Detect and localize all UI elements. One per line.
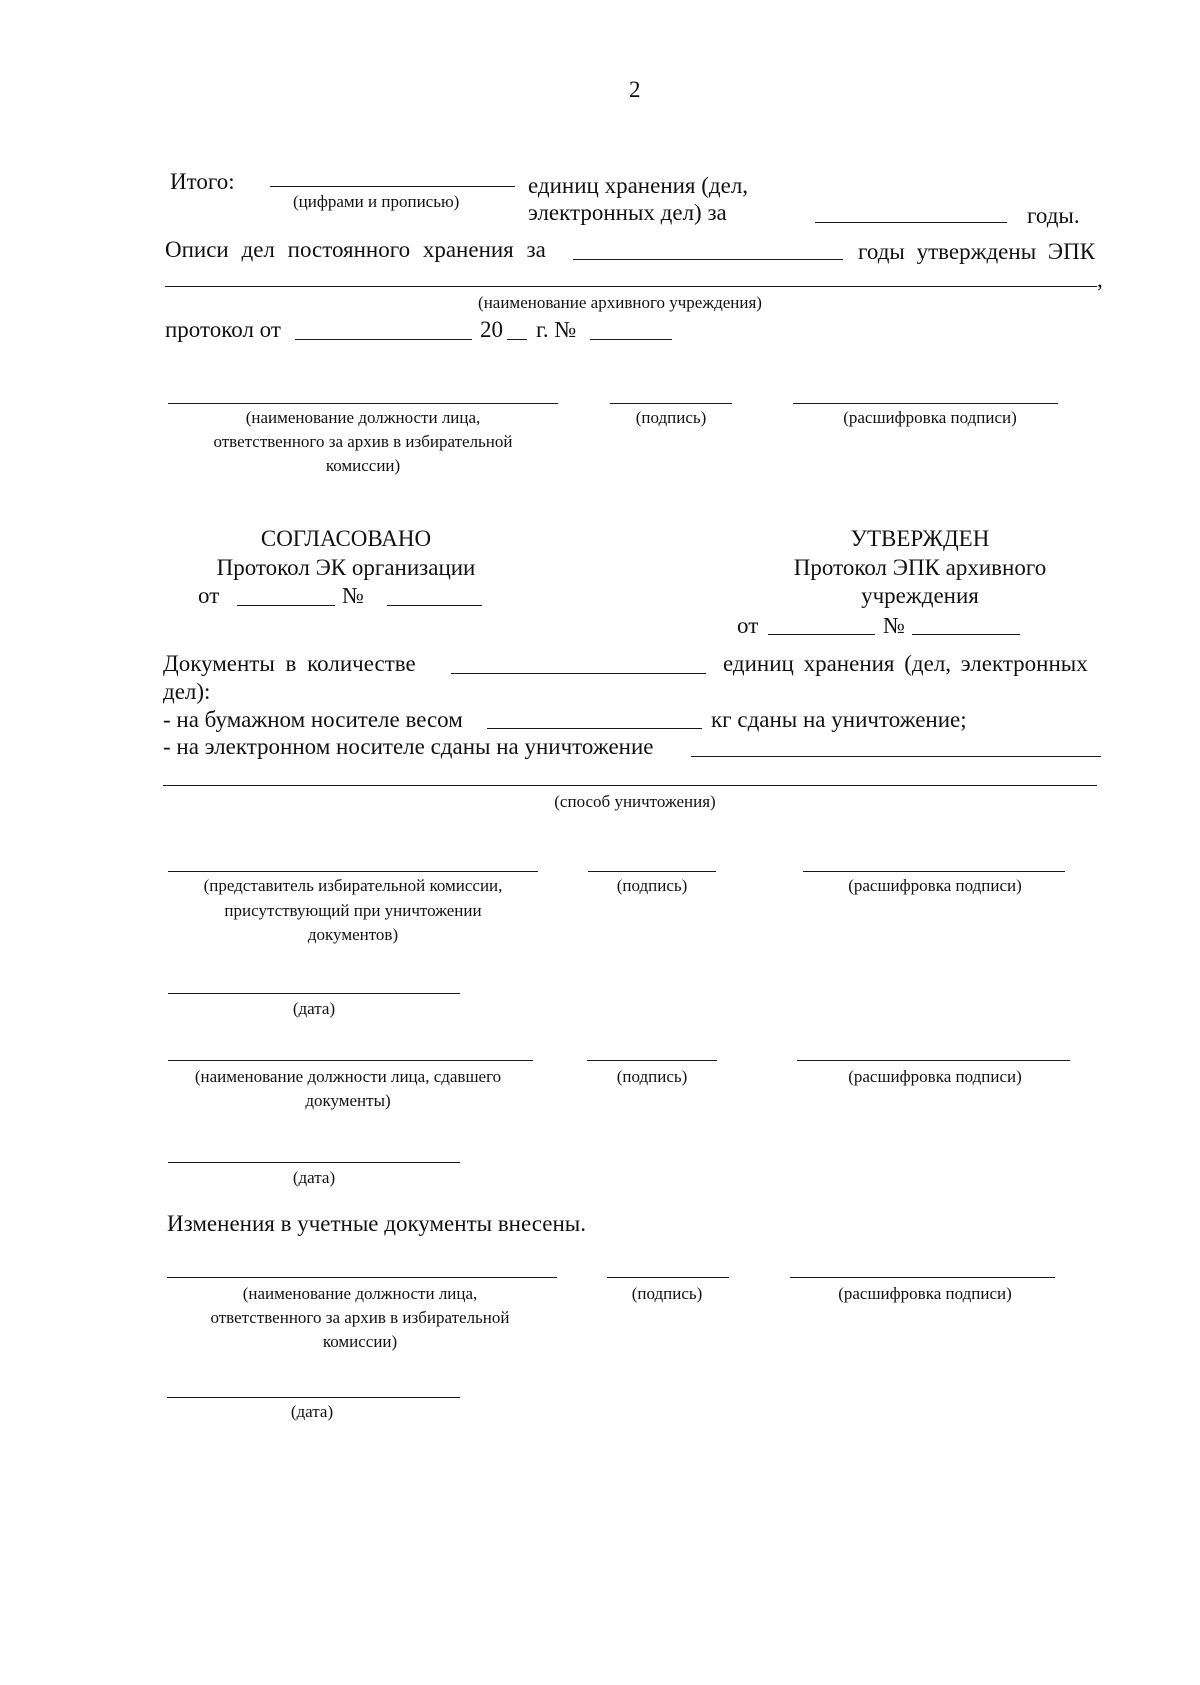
signature-line-4[interactable] xyxy=(607,1277,729,1278)
approved-number: № xyxy=(883,613,905,638)
signature-hint-2: (подпись) xyxy=(616,876,688,895)
protocol-from-label: протокол от xyxy=(165,317,281,342)
inventories-text-start: Описи дел постоянного хранения за xyxy=(165,237,546,262)
decoding-line-2[interactable] xyxy=(803,871,1065,872)
inventories-text-end: годы утверждены ЭПК xyxy=(858,239,1096,264)
agreed-number-line[interactable] xyxy=(387,605,482,606)
position-line-1[interactable] xyxy=(168,403,558,404)
totals-count-line[interactable] xyxy=(270,186,515,187)
signature-hint-1: (подпись) xyxy=(635,408,707,427)
signature-hint-4: (подпись) xyxy=(631,1284,703,1303)
approved-line2: учреждения xyxy=(861,583,979,608)
approved-title: УТВЕРЖДЕН xyxy=(850,526,990,551)
agreed-number: № xyxy=(342,583,364,608)
documents-weight-line[interactable] xyxy=(487,728,702,729)
date-line-4[interactable] xyxy=(167,1397,460,1398)
position-hint-4b: ответственного за архив в избирательной xyxy=(210,1308,510,1327)
documents-electronic: - на электронном носителе сданы на уничтожение xyxy=(163,734,654,759)
decoding-line-4[interactable] xyxy=(790,1277,1055,1278)
documents-count-end: единиц хранения (дел, электронных xyxy=(723,651,1088,676)
documents-count-start: Документы в количестве xyxy=(163,651,416,676)
inventories-years-line[interactable] xyxy=(573,259,843,260)
date-line-3[interactable] xyxy=(168,1162,460,1163)
signature-line-1[interactable] xyxy=(610,403,732,404)
representative-hint-a: (представитель избирательной комиссии, xyxy=(203,876,503,895)
position-hint-4c: комиссии) xyxy=(322,1332,398,1351)
signature-line-2[interactable] xyxy=(588,871,716,872)
agreed-title: СОГЛАСОВАНО xyxy=(260,526,432,551)
totals-units-line2: электронных дел) за xyxy=(528,200,727,225)
protocol-number-line[interactable] xyxy=(590,339,672,340)
date-hint-2: (дата) xyxy=(292,999,336,1018)
handover-hint-a: (наименование должности лица, сдавшего xyxy=(194,1067,502,1086)
decoding-hint-4: (расшифровка подписи) xyxy=(838,1284,1012,1303)
page-number: 2 xyxy=(629,77,641,102)
position-hint-1c: комиссии) xyxy=(325,456,401,475)
archive-name-line[interactable] xyxy=(165,286,1097,287)
decoding-line-1[interactable] xyxy=(793,403,1058,404)
destruction-method-hint: (способ уничтожения) xyxy=(554,792,716,811)
protocol-year-prefix: 20 xyxy=(480,317,503,342)
decoding-hint-1: (расшифровка подписи) xyxy=(843,408,1017,427)
position-line-4[interactable] xyxy=(167,1277,557,1278)
documents-count-cont: дел): xyxy=(163,679,211,704)
approved-from: от xyxy=(737,613,759,638)
position-hint-4a: (наименование должности лица, xyxy=(242,1284,478,1303)
handover-position-line[interactable] xyxy=(168,1060,533,1061)
changes-text: Изменения в учетные документы внесены. xyxy=(167,1211,586,1236)
date-line-2[interactable] xyxy=(168,993,460,994)
signature-hint-3: (подпись) xyxy=(616,1067,688,1086)
totals-hint: (цифрами и прописью) xyxy=(293,192,460,211)
approved-line1: Протокол ЭПК архивного xyxy=(793,555,1047,580)
totals-label: Итого: xyxy=(170,169,235,194)
totals-units-line1: единиц хранения (дел, xyxy=(528,173,749,198)
documents-paper-end: кг сданы на уничтожение; xyxy=(711,707,967,732)
representative-line[interactable] xyxy=(168,871,538,872)
representative-hint-b: присутствующий при уничтожении xyxy=(224,901,482,920)
totals-years: годы. xyxy=(1027,203,1080,228)
date-hint-3: (дата) xyxy=(292,1168,336,1187)
date-hint-4: (дата) xyxy=(290,1402,334,1421)
archive-comma: , xyxy=(1097,267,1103,292)
documents-paper-start: - на бумажном носителе весом xyxy=(163,707,463,732)
archive-hint: (наименование архивного учреждения) xyxy=(478,293,762,312)
approved-number-line[interactable] xyxy=(912,634,1020,635)
decoding-line-3[interactable] xyxy=(797,1060,1070,1061)
handover-hint-b: документы) xyxy=(305,1091,391,1110)
signature-line-3[interactable] xyxy=(587,1060,717,1061)
protocol-date-line[interactable] xyxy=(295,339,472,340)
position-hint-1b: ответственного за архив в избирательной xyxy=(213,432,513,451)
protocol-year-suffix: г. № xyxy=(536,317,577,342)
agreed-from: от xyxy=(198,583,220,608)
agreed-line1: Протокол ЭК организации xyxy=(216,555,476,580)
decoding-hint-3: (расшифровка подписи) xyxy=(848,1067,1022,1086)
approved-date-line[interactable] xyxy=(768,634,875,635)
totals-years-line[interactable] xyxy=(815,222,1007,223)
destruction-method-line[interactable] xyxy=(163,785,1097,786)
decoding-hint-2: (расшифровка подписи) xyxy=(848,876,1022,895)
agreed-date-line[interactable] xyxy=(237,605,335,606)
position-hint-1a: (наименование должности лица, xyxy=(245,408,481,427)
protocol-year-line[interactable] xyxy=(507,339,527,340)
documents-count-line[interactable] xyxy=(451,673,706,674)
documents-electronic-line[interactable] xyxy=(691,756,1101,757)
representative-hint-c: документов) xyxy=(307,925,399,944)
